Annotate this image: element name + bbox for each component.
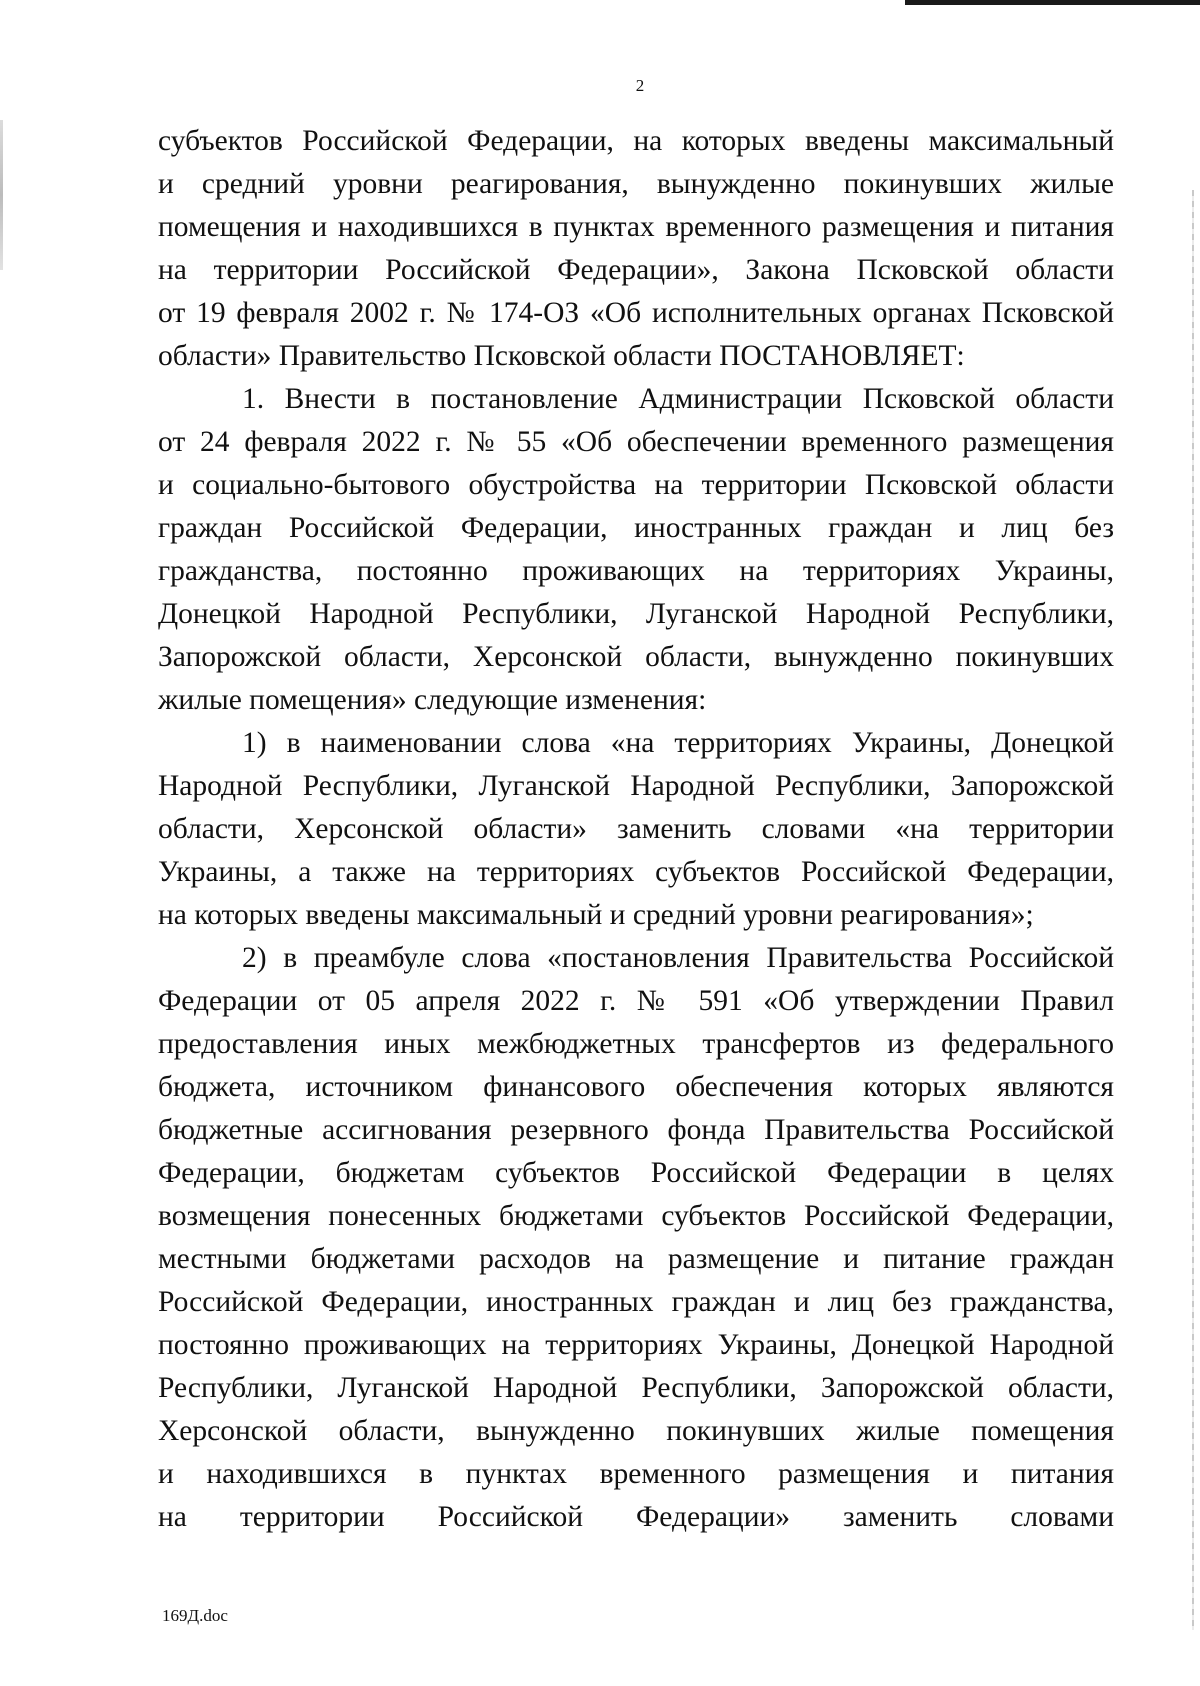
scan-artifact-top-line [905, 0, 1200, 5]
text-line: и находившихся в пунктах временного размещения и питания [158, 1458, 1114, 1490]
text-line: области» Правительство Псковской области ПОСТАНОВЛЯЕТ: [158, 340, 965, 372]
text-line: бюджета, источником финансового обеспечения которых являются [158, 1071, 1114, 1103]
text-line: местными бюджетами расходов на размещение и питание граждан [158, 1243, 1114, 1275]
text-line: возмещения понесенных бюджетами субъектов Российской Федерации, [158, 1200, 1114, 1232]
text-line: помещения и находившихся в пунктах временного размещения и питания [158, 211, 1114, 243]
text-line: на территории Российской Федерации», Закона Псковской области [158, 254, 1114, 286]
scan-artifact-right-edge [1192, 190, 1194, 1630]
text-line: Федерации от 05 апреля 2022 г. № 591 «Об утверждении Правил [158, 985, 1114, 1017]
text-line: Народной Республики, Луганской Народной Республики, Запорожской [158, 770, 1114, 802]
text-line: 1) в наименовании слова «на территориях Украины, Донецкой [242, 727, 1114, 759]
page-number: 2 [635, 76, 645, 95]
text-line: на территории Российской Федерации» заменить словами [158, 1501, 1114, 1533]
text-line: от 19 февраля 2002 г. № 174-ОЗ «Об исполнительных органах Псковской [158, 297, 1114, 329]
text-line: и социально-бытового обустройства на территории Псковской области [158, 469, 1114, 501]
text-line: субъектов Российской Федерации, на которых введены максимальный [158, 125, 1114, 157]
text-line: Федерации, бюджетам субъектов Российской Федерации в целях [158, 1157, 1114, 1189]
text-line: Запорожской области, Херсонской области, вынужденно покинувших [158, 641, 1114, 673]
text-line: и средний уровни реагирования, вынужденно покинувших жилые [158, 168, 1114, 200]
text-line: бюджетные ассигнования резервного фонда Правительства Российской [158, 1114, 1114, 1146]
text-line: граждан Российской Федерации, иностранных граждан и лиц без [158, 512, 1114, 544]
text-line: Российской Федерации, иностранных граждан и лиц без гражданства, [158, 1286, 1114, 1318]
text-line: от 24 февраля 2022 г. № 55 «Об обеспечении временного размещения [158, 426, 1114, 458]
text-line: предоставления иных межбюджетных трансфертов из федерального [158, 1028, 1114, 1060]
text-line: постоянно проживающих на территориях Украины, Донецкой Народной [158, 1329, 1114, 1361]
document-body-text [158, 120, 1114, 1539]
text-line: Республики, Луганской Народной Республики, Запорожской области, [158, 1372, 1114, 1404]
text-line: Херсонской области, вынужденно покинувших жилые помещения [158, 1415, 1114, 1447]
text-line: на которых введены максимальный и средний уровни реагирования»; [158, 899, 1034, 931]
text-line: области, Херсонской области» заменить словами «на территории [158, 813, 1114, 845]
text-line: Донецкой Народной Республики, Луганской Народной Республики, [158, 598, 1114, 630]
footer-file-name: 169Д.doc [162, 1606, 228, 1625]
text-line: гражданства, постоянно проживающих на территориях Украины, [158, 555, 1114, 587]
text-line: 1. Внести в постановление Администрации Псковской области [242, 383, 1114, 415]
text-line: 2) в преамбуле слова «постановления Правительства Российской [242, 942, 1114, 974]
text-line: жилые помещения» следующие изменения: [158, 684, 707, 716]
scan-artifact-left-edge [0, 120, 3, 270]
text-line: Украины, а также на территориях субъектов Российской Федерации, [158, 856, 1114, 888]
